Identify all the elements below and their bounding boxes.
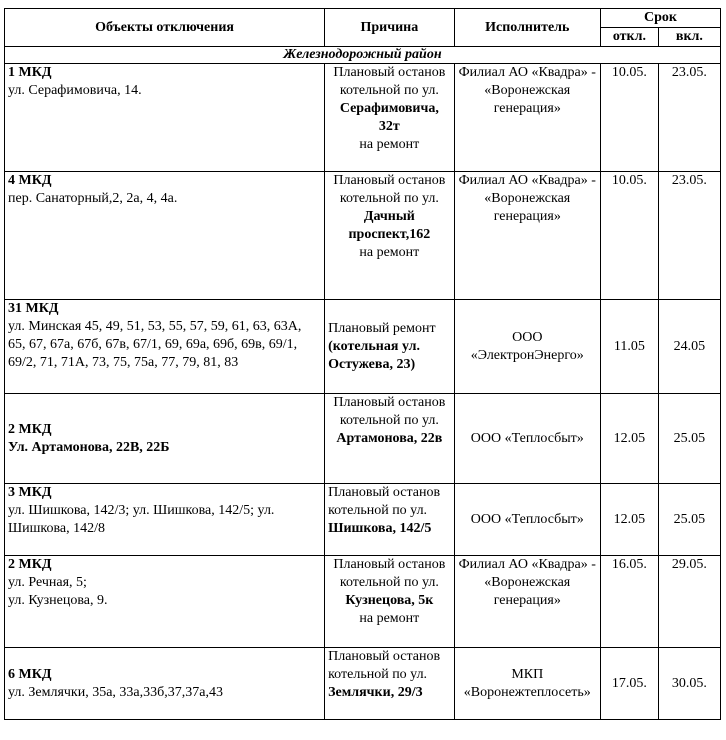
table-row xyxy=(5,556,721,648)
executor-cell: ООО «Теплосбыт» xyxy=(454,394,600,484)
reason-cell xyxy=(325,64,455,172)
reason-boiler: Артамонова, 22в xyxy=(336,431,443,446)
object-cell xyxy=(5,300,325,394)
district-name: Железнодорожный район xyxy=(5,47,721,64)
reason-cell xyxy=(325,648,455,720)
object-title: 31 МКД xyxy=(8,301,59,316)
object-title: 6 МКД xyxy=(8,666,52,682)
object-cell xyxy=(5,648,325,720)
header-objects: Объекты отключения xyxy=(5,9,325,47)
reason-boiler: Дачный проспект,162 xyxy=(348,209,431,242)
object-title: 2 МКД xyxy=(8,421,52,437)
executor-cell: Филиал АО «Квадра» - «Воронежская генерация» xyxy=(454,172,600,300)
object-cell xyxy=(5,64,325,172)
executor-cell: ООО «ЭлектронЭнерго» xyxy=(454,300,600,394)
date-off: 10.05. xyxy=(600,64,658,172)
object-cell xyxy=(5,394,325,484)
reason-boiler: Кузнецова, 5к xyxy=(345,593,434,608)
date-off: 10.05. xyxy=(600,172,658,300)
object-title: 1 МКД xyxy=(8,65,52,80)
reason-note: на ремонт xyxy=(359,245,420,260)
table-row xyxy=(5,648,721,720)
object-title: 3 МКД xyxy=(8,485,52,500)
reason-note: на ремонт xyxy=(359,611,420,626)
reason-cell xyxy=(325,394,455,484)
date-on: 25.05 xyxy=(658,484,720,556)
date-on: 30.05. xyxy=(658,648,720,720)
reason-cell xyxy=(325,172,455,300)
table-row xyxy=(5,300,721,394)
reason-text: Плановый останов котельной по ул. xyxy=(333,173,446,206)
reason-cell xyxy=(325,300,455,394)
object-address-1: ул. Речная, 5; xyxy=(8,575,87,590)
outage-table xyxy=(4,8,721,720)
reason-cell xyxy=(325,556,455,648)
reason-text: Плановый останов котельной по ул. xyxy=(333,395,446,428)
header-executor: Исполнитель xyxy=(454,9,600,47)
date-off: 17.05. xyxy=(600,648,658,720)
header-off: откл. xyxy=(600,28,658,47)
reason-text: Плановый останов котельной по ул. xyxy=(328,649,441,682)
date-on: 29.05. xyxy=(658,556,720,648)
reason-text: Плановый ремонт xyxy=(328,320,436,336)
object-address: ул. Минская 45, 49, 51, 53, 55, 57, 59, 61, 63, 63А, 65, 67, 67а, 67б, 67в, 67/1, 69, 69а, 69б, 69в, 69/1, 69/2, 71, 71А, 73, 75, 75а, 77, 79, 81, 83 xyxy=(8,319,302,370)
executor-cell: МКП «Воронежтеплосеть» xyxy=(454,648,600,720)
object-address-2: ул. Кузнецова, 9. xyxy=(8,593,108,608)
object-address: ул. Шишкова, 142/3; ул. Шишкова, 142/5; ул. Шишкова, 142/8 xyxy=(8,503,275,536)
table-row xyxy=(5,64,721,172)
object-address: пер. Санаторный,2, 2а, 4, 4а. xyxy=(8,191,178,206)
reason-boiler: Шишкова, 142/5 xyxy=(328,521,432,536)
object-cell xyxy=(5,556,325,648)
object-address: ул. Землячки, 35а, 33а,33б,37,37а,43 xyxy=(8,684,223,700)
date-on: 23.05. xyxy=(658,172,720,300)
district-row xyxy=(5,47,721,64)
reason-boiler: Землячки, 29/3 xyxy=(328,685,423,700)
table-row xyxy=(5,394,721,484)
table-row xyxy=(5,172,721,300)
date-off: 11.05 xyxy=(600,300,658,394)
executor-cell: Филиал АО «Квадра» - «Воронежская генерация» xyxy=(454,556,600,648)
table-row xyxy=(5,484,721,556)
header-term: Срок xyxy=(600,9,720,28)
reason-text: Плановый останов котельной по ул. xyxy=(333,557,446,590)
table-header-row xyxy=(5,9,721,28)
header-reason: Причина xyxy=(325,9,455,47)
reason-note: на ремонт xyxy=(359,137,420,152)
object-address: Ул. Артамонова, 22В, 22Б xyxy=(8,439,170,455)
date-off: 12.05 xyxy=(600,484,658,556)
date-on: 25.05 xyxy=(658,394,720,484)
date-off: 12.05 xyxy=(600,394,658,484)
header-incl: вкл. xyxy=(658,28,720,47)
reason-cell xyxy=(325,484,455,556)
executor-cell: ООО «Теплосбыт» xyxy=(454,484,600,556)
reason-text: Плановый останов котельной по ул. xyxy=(328,485,441,518)
object-title: 4 МКД xyxy=(8,173,52,188)
object-title: 2 МКД xyxy=(8,557,52,572)
reason-boiler: (котельная ул. Остужева, 23) xyxy=(328,338,420,372)
object-cell xyxy=(5,484,325,556)
object-address: ул. Серафимовича, 14. xyxy=(8,83,142,98)
date-on: 23.05. xyxy=(658,64,720,172)
executor-cell: Филиал АО «Квадра» - «Воронежская генерация» xyxy=(454,64,600,172)
object-cell xyxy=(5,172,325,300)
reason-text: Плановый останов котельной по ул. xyxy=(333,65,446,98)
date-on: 24.05 xyxy=(658,300,720,394)
date-off: 16.05. xyxy=(600,556,658,648)
reason-boiler: Серафимовича, 32т xyxy=(339,101,439,134)
